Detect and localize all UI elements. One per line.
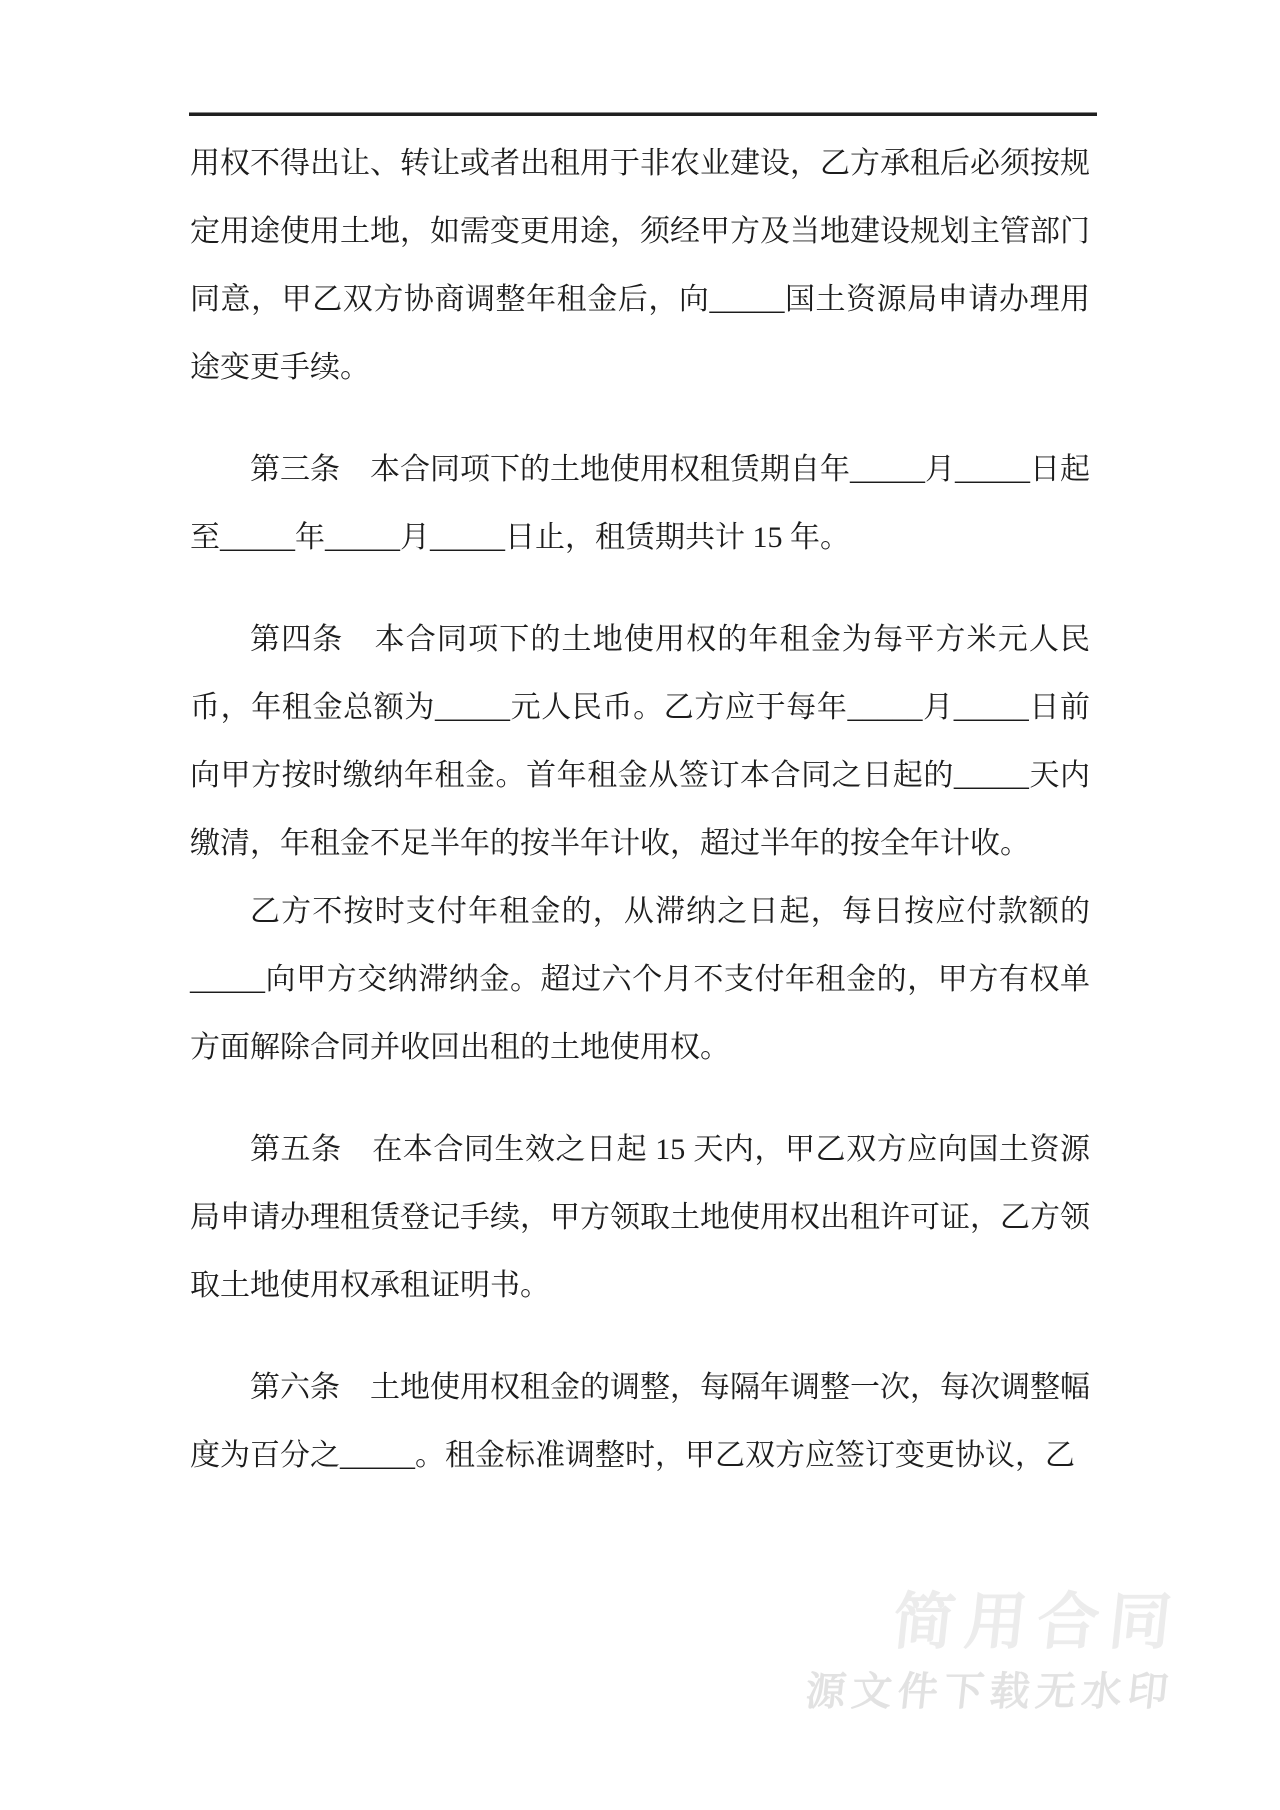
paragraph-clause-continuation: 用权不得出让、转让或者出租用于非农业建设，乙方承租后必须按规定用途使用土地，如需变更用途，须经甲方及当地建设规划主管部门同意，甲乙双方协商调整年租金后，向_____国土资源局申请办理用途变更手续。 [190, 147, 1090, 384]
paragraph-clause-3: 第三条 本合同项下的土地使用权租赁期自年_____月_____日起至_____年_____月_____日止，租赁期共计 15 年。 [190, 453, 1090, 554]
watermark-brand-text: 简用合同 [889, 1588, 1185, 1657]
contract-body [190, 130, 1090, 1490]
header-rule [189, 112, 1097, 116]
paragraph-clause-6: 第六条 土地使用权租金的调整，每隔年调整一次，每次调整幅度为百分之_____。租金标准调整时，甲乙双方应签订变更协议，乙 [190, 1371, 1090, 1472]
watermark-tagline-text: 源文件下载无水印 [803, 1670, 1177, 1714]
paragraph-clause-5: 第五条 在本合同生效之日起 15 天内，甲乙双方应向国土资源局申请办理租赁登记手续，甲方领取土地使用权出租许可证，乙方领取土地使用权承租证明书。 [190, 1133, 1090, 1302]
watermark [571, 1590, 1184, 1714]
paragraph-clause-4: 第四条 本合同项下的土地使用权的年租金为每平方米元人民币，年租金总额为_____元人民币。乙方应于每年_____月_____日前向甲方按时缴纳年租金。首年租金从签订本合同之日起的_____天内缴清，年租金不足半年的按半年计收，超过半年的按全年计收。 [190, 623, 1090, 860]
paragraph-clause-4-late-payment: 乙方不按时支付年租金的，从滞纳之日起，每日按应付款额的_____向甲方交纳滞纳金。超过六个月不支付年租金的，甲方有权单方面解除合同并收回出租的土地使用权。 [190, 895, 1090, 1064]
